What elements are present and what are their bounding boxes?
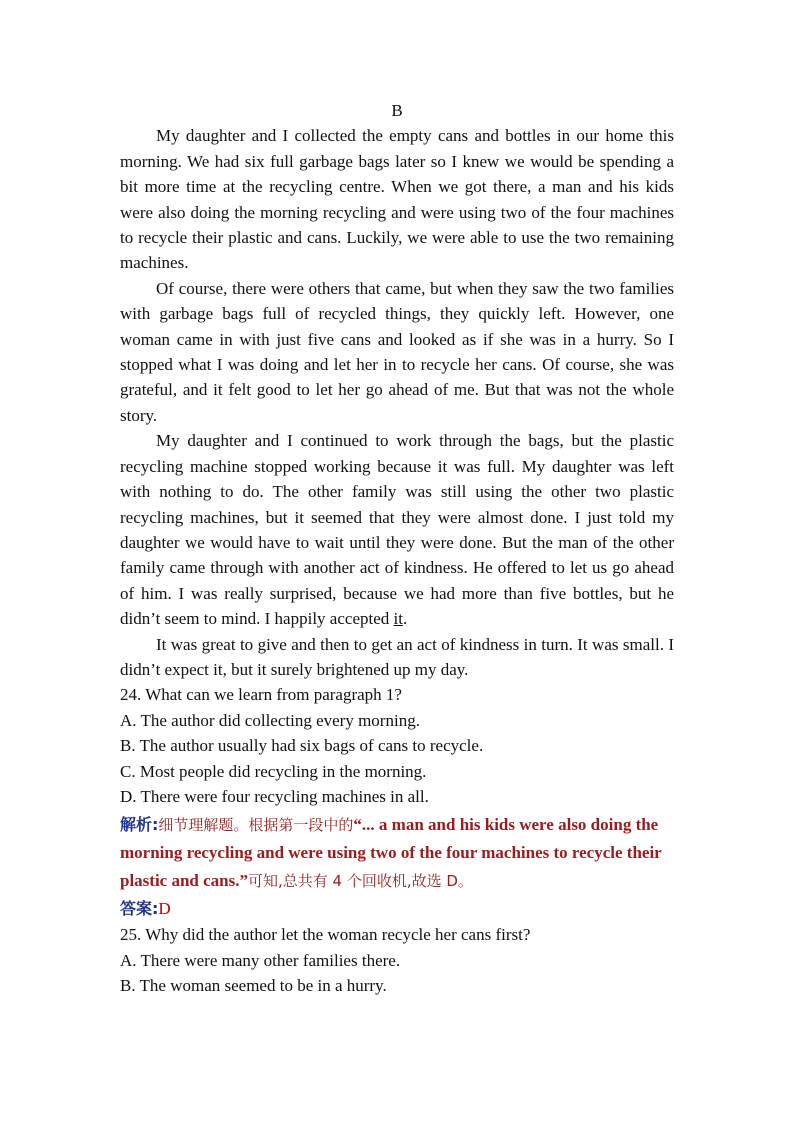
paragraph-3-end: . (402, 609, 408, 629)
question-25: 25. Why did the author let the woman recycle her cans first? (120, 925, 531, 945)
paragraph-3 (120, 428, 674, 631)
answer-value: D (158, 899, 171, 919)
paragraph-4: It was great to give and then to get an act of kindness in turn. It was small. I didn’t expect it, but it surely brightened up my day. (120, 634, 674, 679)
q24-option-d: D. There were four recycling machines in all. (120, 786, 429, 806)
q25-option-b: B. The woman seemed to be in a hurry. (120, 976, 387, 996)
underlined-word: it (393, 609, 403, 629)
analysis-quote: “... a man and his kids were also doing the morning recycling and were using two of the four machines to recycle their plastic and cans.” (120, 815, 662, 891)
paragraph-1: My daughter and I collected the empty cans and bottles in our home this morning. We had six full garbage bags later so I knew we would be spending a bit more time at the recycling centre. When we got there, a man and his kids were also doing the morning recycling and were using two of the four machines to recycle their plastic and cans. Luckily, we were able to use the two remaining machines. (120, 126, 674, 273)
q24-option-a: A. The author did collecting every morning. (120, 710, 420, 730)
section-title: B (391, 101, 403, 120)
analysis-intro: 细节理解题。根据第一段中的 (158, 816, 354, 835)
q24-option-b: B. The author usually had six bags of cans to recycle. (120, 736, 484, 756)
document-content (120, 98, 674, 999)
paragraph-3-text: My daughter and I continued to work through the bags, but the plastic recycling machine stopped working because it was full. My daughter was left with nothing to do. The other family was still using the other two plastic recycling machines, but it seemed that they were almost done. I just told my daughter we would have to wait until they were done. But the man of the other family came through with another act of kindness. He offered to let us go ahead of him. I was really surprised, because we had more than five bottles, but he didn’t seem to mind. I happily accepted (120, 431, 674, 629)
q25-option-a: A. There were many other families there. (120, 950, 401, 970)
q24-analysis (120, 811, 674, 895)
paragraph-2: Of course, there were others that came, but when they saw the two families with garbage bags full of recycled things, they quickly left. However, one woman came in with just five cans and looked as if she was in a hurry. So I stopped what I was doing and let her in to recycle her cans. Of course, she was grateful, and it felt good to let her go ahead of me. But that was not the whole story. (120, 278, 674, 425)
analysis-label: 解析: (120, 815, 159, 835)
q24-option-c: C. Most people did recycling in the morning. (120, 761, 427, 781)
answer-label: 答案: (120, 899, 159, 919)
question-24: 24. What can we learn from paragraph 1? (120, 685, 402, 705)
analysis-conclusion: 可知,总共有 4 个回收机,故选 D。 (248, 872, 473, 891)
q24-answer (120, 895, 674, 922)
